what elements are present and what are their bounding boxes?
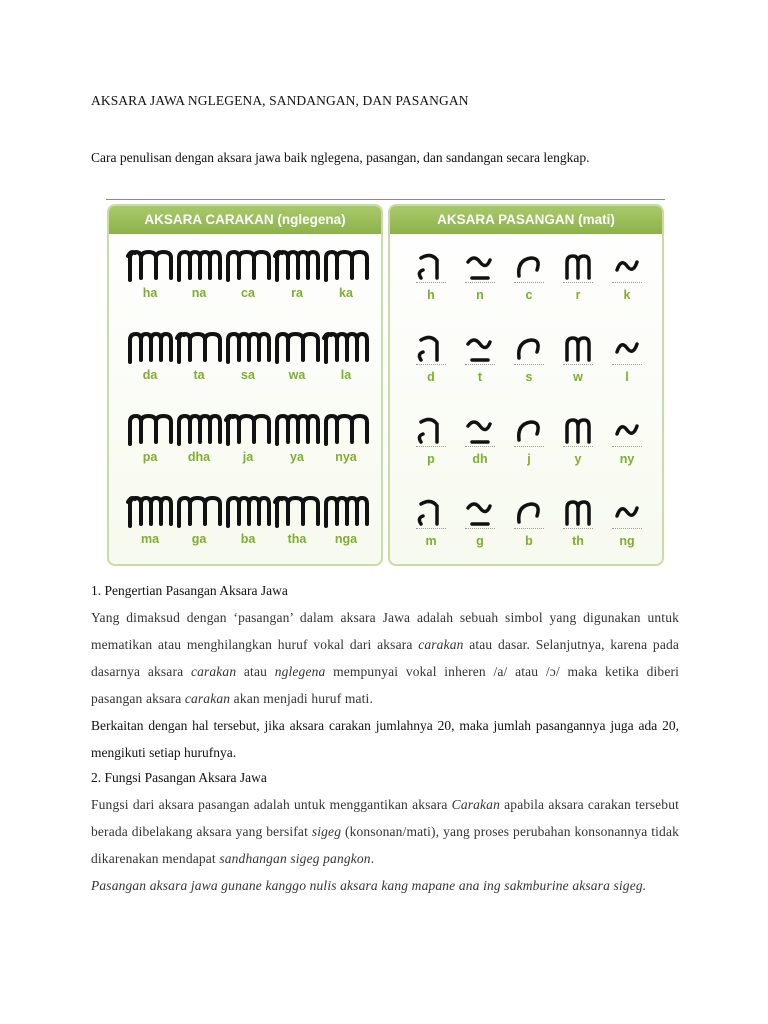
pasangan-cell-ng xyxy=(600,488,654,548)
carakan-cell-sa xyxy=(221,324,275,382)
baseline-dots xyxy=(416,282,446,284)
latin-label: p xyxy=(427,452,435,466)
pasangan-cell-j xyxy=(502,406,556,466)
pasangan-cell-w xyxy=(551,324,605,384)
latin-label: sa xyxy=(241,368,255,382)
baseline-dots xyxy=(563,446,593,448)
aksara-glyph xyxy=(270,324,324,364)
aksara-glyph xyxy=(221,488,275,528)
carakan-cell-tha xyxy=(270,488,324,546)
carakan-cell-ra xyxy=(270,242,324,300)
aksara-glyph xyxy=(270,488,324,528)
aksara-glyph xyxy=(319,242,373,282)
latin-label: pa xyxy=(142,450,158,464)
aksara-glyph xyxy=(319,488,373,528)
pasangan-cell-k xyxy=(600,242,654,302)
baseline-dots xyxy=(416,446,446,448)
latin-label: ng xyxy=(619,534,635,548)
text-run: atau dasar. Selanjutnya, karena pada dasarnya aksara xyxy=(91,637,679,679)
section-1-paragraph-1 xyxy=(91,604,679,712)
aksara-glyph xyxy=(502,324,556,364)
latin-label: ha xyxy=(142,286,158,300)
latin-label: w xyxy=(573,370,583,384)
pasangan-header: AKSARA PASANGAN (mati) xyxy=(390,206,662,234)
baseline-dots xyxy=(465,446,495,448)
latin-label: nga xyxy=(334,532,358,546)
text-run: (konsonan/mati), yang proses perubahan konsonannya tidak dikarenakan mendapat xyxy=(91,824,679,866)
aksara-chart-figure xyxy=(107,204,664,566)
section-2 xyxy=(91,764,679,899)
baseline-dots xyxy=(416,364,446,366)
aksara-glyph xyxy=(319,324,373,364)
carakan-cell-ja xyxy=(221,406,275,464)
aksara-glyph xyxy=(600,242,654,282)
pasangan-cell-dh xyxy=(453,406,507,466)
latin-label: ta xyxy=(193,368,205,382)
section-2-paragraph-1 xyxy=(91,791,679,872)
aksara-glyph xyxy=(502,406,556,446)
latin-label: c xyxy=(525,288,533,302)
baseline-dots xyxy=(465,528,495,530)
baseline-dots xyxy=(465,282,495,284)
baseline-dots xyxy=(612,528,642,530)
latin-label: la xyxy=(340,368,352,382)
carakan-cell-ta xyxy=(172,324,226,382)
baseline-dots xyxy=(416,528,446,530)
section-1-heading: 1. Pengertian Pasangan Aksara Jawa xyxy=(91,583,288,598)
latin-label: ra xyxy=(291,286,303,300)
baseline-dots xyxy=(612,446,642,448)
aksara-glyph xyxy=(123,406,177,446)
aksara-glyph xyxy=(502,242,556,282)
pasangan-cell-c xyxy=(502,242,556,302)
latin-label: n xyxy=(476,288,484,302)
aksara-glyph xyxy=(551,242,605,282)
latin-label: dha xyxy=(187,450,211,464)
aksara-glyph xyxy=(404,406,458,446)
aksara-glyph xyxy=(123,488,177,528)
latin-label: ja xyxy=(242,450,254,464)
aksara-glyph xyxy=(172,324,226,364)
text-run: atau xyxy=(236,664,275,679)
latin-label: ga xyxy=(191,532,207,546)
latin-label: r xyxy=(575,288,581,302)
latin-label: ma xyxy=(140,532,160,546)
section-2-paragraph-2 xyxy=(91,872,679,899)
aksara-glyph xyxy=(172,406,226,446)
pasangan-grid xyxy=(390,234,662,566)
pasangan-cell-m xyxy=(404,488,458,548)
aksara-glyph xyxy=(221,406,275,446)
latin-label: g xyxy=(476,534,484,548)
carakan-cell-dha xyxy=(172,406,226,464)
aksara-glyph xyxy=(453,324,507,364)
latin-label: ba xyxy=(240,532,256,546)
pasangan-cell-n xyxy=(453,242,507,302)
latin-label: nya xyxy=(335,450,357,464)
section-2-heading: 2. Fungsi Pasangan Aksara Jawa xyxy=(91,770,267,785)
italic-run: Carakan xyxy=(451,797,500,812)
aksara-glyph xyxy=(551,324,605,364)
aksara-glyph xyxy=(221,324,275,364)
baseline-dots xyxy=(563,528,593,530)
pasangan-cell-h xyxy=(404,242,458,302)
text-run: . xyxy=(370,851,375,866)
latin-label: l xyxy=(625,370,629,384)
pasangan-cell-s xyxy=(502,324,556,384)
pasangan-cell-ny xyxy=(600,406,654,466)
section-1-paragraph-2: Berkaitan dengan hal tersebut, jika aksara carakan jumlahnya 20, maka jumlah pasangannya juga ada 20, mengikuti setiap hurufnya. xyxy=(91,718,679,760)
pasangan-cell-th xyxy=(551,488,605,548)
baseline-dots xyxy=(563,364,593,366)
italic-run: nglegena xyxy=(274,664,326,679)
page-title: AKSARA JAWA NGLEGENA, SANDANGAN, DAN PASANGAN xyxy=(91,93,469,108)
carakan-cell-ga xyxy=(172,488,226,546)
baseline-dots xyxy=(465,364,495,366)
latin-label: m xyxy=(425,534,437,548)
aksara-glyph xyxy=(404,242,458,282)
aksara-glyph xyxy=(123,324,177,364)
pasangan-cell-p xyxy=(404,406,458,466)
latin-label: y xyxy=(574,452,582,466)
section-1 xyxy=(91,577,679,766)
carakan-grid xyxy=(109,234,381,566)
aksara-glyph xyxy=(453,242,507,282)
latin-label: d xyxy=(427,370,435,384)
latin-label: ka xyxy=(339,286,353,300)
pasangan-cell-r xyxy=(551,242,605,302)
carakan-panel xyxy=(107,204,383,566)
carakan-cell-ca xyxy=(221,242,275,300)
baseline-dots xyxy=(514,364,544,366)
italic-run: carakan xyxy=(184,691,231,706)
aksara-glyph xyxy=(600,488,654,528)
aksara-glyph xyxy=(551,488,605,528)
intro-text: Cara penulisan dengan aksara jawa baik nglegena, pasangan, dan sandangan secara lengkap. xyxy=(91,150,590,165)
latin-label: th xyxy=(572,534,584,548)
carakan-cell-ba xyxy=(221,488,275,546)
pasangan-cell-y xyxy=(551,406,605,466)
carakan-cell-na xyxy=(172,242,226,300)
pasangan-cell-t xyxy=(453,324,507,384)
latin-label: tha xyxy=(287,532,307,546)
text-run: Yang dimaksud dengan ‘pasangan’ dalam aksara Jawa adalah sebuah simbol yang digunakan untuk mematikan atau menghilangkan huruf vokal dari aksara xyxy=(91,610,679,652)
baseline-dots xyxy=(612,282,642,284)
carakan-cell-ka xyxy=(319,242,373,300)
latin-label: ya xyxy=(290,450,304,464)
pasangan-cell-b xyxy=(502,488,556,548)
latin-label: t xyxy=(477,370,483,384)
aksara-glyph xyxy=(319,406,373,446)
carakan-header: AKSARA CARAKAN (nglegena) xyxy=(109,206,381,234)
latin-label: s xyxy=(525,370,533,384)
baseline-dots xyxy=(612,364,642,366)
pasangan-cell-g xyxy=(453,488,507,548)
carakan-cell-da xyxy=(123,324,177,382)
pasangan-cell-l xyxy=(600,324,654,384)
latin-label: da xyxy=(142,368,158,382)
latin-label: dh xyxy=(472,452,488,466)
latin-label: h xyxy=(427,288,435,302)
latin-label: k xyxy=(623,288,631,302)
italic-run: sigeg xyxy=(311,824,342,839)
carakan-cell-nya xyxy=(319,406,373,464)
aksara-glyph xyxy=(172,488,226,528)
aksara-glyph xyxy=(221,242,275,282)
aksara-glyph xyxy=(600,324,654,364)
aksara-glyph xyxy=(404,324,458,364)
baseline-dots xyxy=(514,528,544,530)
italic-run: sandhangan sigeg pangkon xyxy=(219,851,371,866)
latin-label: ca xyxy=(241,286,255,300)
aksara-glyph xyxy=(270,406,324,446)
text-run: akan menjadi huruf mati. xyxy=(230,691,373,706)
aksara-glyph xyxy=(270,242,324,282)
italic-run: Pasangan aksara jawa gunane kanggo nulis aksara kang mapane ana ing sakmburine aksara sigeg. xyxy=(91,878,647,893)
aksara-glyph xyxy=(123,242,177,282)
figure-top-rule xyxy=(106,199,665,200)
latin-label: b xyxy=(525,534,533,548)
carakan-cell-la xyxy=(319,324,373,382)
text-run: Fungsi dari aksara pasangan adalah untuk menggantikan aksara xyxy=(91,797,452,812)
latin-label: ny xyxy=(619,452,635,466)
aksara-glyph xyxy=(600,406,654,446)
italic-run: carakan xyxy=(418,637,464,652)
carakan-cell-pa xyxy=(123,406,177,464)
text-run: mempunyai vokal inheren /a/ atau /ɔ/ maka ketika diberi pasangan aksara xyxy=(91,664,680,706)
carakan-cell-ma xyxy=(123,488,177,546)
carakan-cell-wa xyxy=(270,324,324,382)
baseline-dots xyxy=(514,282,544,284)
aksara-glyph xyxy=(172,242,226,282)
text-run: apabila aksara carakan tersebut berada dibelakang aksara yang bersifat xyxy=(91,797,679,839)
aksara-glyph xyxy=(453,406,507,446)
aksara-glyph xyxy=(502,488,556,528)
carakan-cell-ha xyxy=(123,242,177,300)
aksara-glyph xyxy=(453,488,507,528)
latin-label: wa xyxy=(288,368,306,382)
carakan-cell-nga xyxy=(319,488,373,546)
latin-label: j xyxy=(527,452,531,466)
pasangan-panel xyxy=(388,204,664,566)
pasangan-cell-d xyxy=(404,324,458,384)
latin-label: na xyxy=(191,286,207,300)
baseline-dots xyxy=(563,282,593,284)
italic-run: carakan xyxy=(190,664,237,679)
aksara-glyph xyxy=(551,406,605,446)
aksara-glyph xyxy=(404,488,458,528)
carakan-cell-ya xyxy=(270,406,324,464)
baseline-dots xyxy=(514,446,544,448)
